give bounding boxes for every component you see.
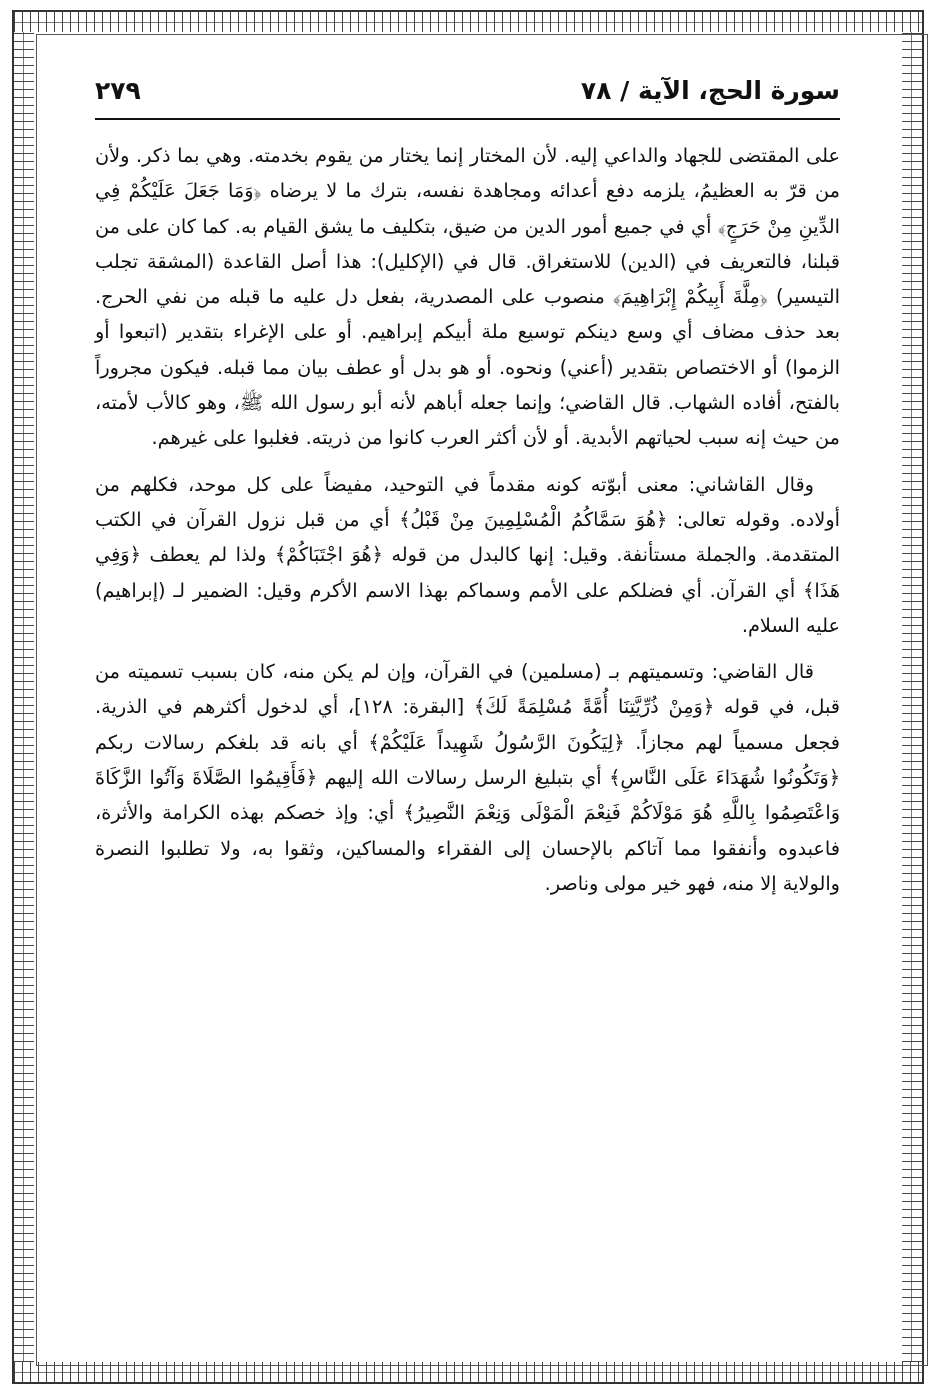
page-body: [95, 138, 840, 1368]
paragraph-1: على المقتضى للجهاد والداعي إليه. لأن المختار إنما يختار من يقوم بخدمته. وهي بما ذكر. ولأن من قرّ به العظيمُ، يلزمه دفع أعدائه ومجاهدة نفسه، بترك ما لا يرضاه ﴿وَمَا جَعَلَ عَلَيْكُمْ فِي الدِّينِ مِنْ حَرَجٍ﴾ أي في جميع أمور الدين من ضيق، بتكليف ما يشق القيام به. كما كان على من قبلنا، فالتعريف في (الدين) للاستغراق. قال في (الإكليل): هذا أصل القاعدة (المشقة تجلب التيسير) ﴿مِلَّةَ أَبِيكُمْ إِبْرَاهِيمَ﴾ منصوب على المصدرية، بفعل دل عليه ما قبله من نفي الحرج. بعد حذف مضاف أي وسع دينكم توسيع ملة أبيكم إبراهيم. أو على الإغراء بتقدير (اتبعوا أو الزموا) أو الاختصاص بتقدير (أعني) ونحوه. أو هو بدل أو عطف بيان مما قبله. فيكون مجروراً بالفتح، أفاده الشهاب. قال القاضي؛ وإنما جعله أباهم لأنه أبو رسول الله ﷺ، وهو كالأب لأمته، من حيث إنه سبب لحياتهم الأبدية. أو لأن أكثر العرب كانوا من ذريته. فغلبوا على غيرهم.: [95, 144, 840, 450]
page-number: ٢٧٩: [95, 76, 141, 105]
running-title: سورة الحج، الآية / ٧٨: [580, 76, 840, 105]
paragraph-2: وقال القاشاني: معنى أبوّته كونه مقدماً في التوحيد، مفيضاً على كل موحد، فكلهم من أولاده. وقوله تعالى: ﴿هُوَ سَمَّاكُمُ الْمُسْلِمِينَ مِنْ قَبْلُ﴾ أي من قبل نزول القرآن في الكتب المتقدمة. والجملة مستأنفة. وقيل: إنها كالبدل من قوله ﴿هُوَ اجْتَبَاكُمْ﴾ ولذا لم يعطف ﴿وَفِي هَذَا﴾ أي القرآن. أي فضلكم على الأمم وسماكم بهذا الاسم الأكرم وقيل: الضمير لـ (إبراهيم) عليه السلام.: [95, 472, 840, 637]
paragraph-3: قال القاضي: وتسميتهم بـ (مسلمين) في القرآن، وإن لم يكن منه، كان بسبب تسميته من قبل، في قوله ﴿وَمِنْ ذُرِّيَّتِنَا أُمَّةً مُسْلِمَةً لَكَ﴾ [البقرة: ١٢٨]، أي لدخول أكثرهم في الذرية. فجعل مسمياً لهم مجازاً. ﴿لِيَكُونَ الرَّسُولُ شَهِيداً عَلَيْكُمْ﴾ أي بانه قد بلغكم رسالات ربكم ﴿وَتَكُونُوا شُهَدَاءَ عَلَى النَّاسِ﴾ أي بتبليغ الرسل رسالات الله إليهم ﴿فَأَقِيمُوا الصَّلَاةَ وَآتُوا الزَّكَاةَ وَاعْتَصِمُوا بِاللَّهِ هُوَ مَوْلَاكُمْ فَنِعْمَ الْمَوْلَى وَنِعْمَ النَّصِيرُ﴾ أي: وإذ خصكم بهذه الكرامة والأثرة، فاعبدوه وأنفقوا مما آتاكم بالإحسان إلى الفقراء والمساكين، وثقوا به، ولا تطلبوا النصرة والولاية إلا منه، فهو خير مولى وناصر.: [95, 660, 840, 895]
page-header: [95, 72, 840, 120]
